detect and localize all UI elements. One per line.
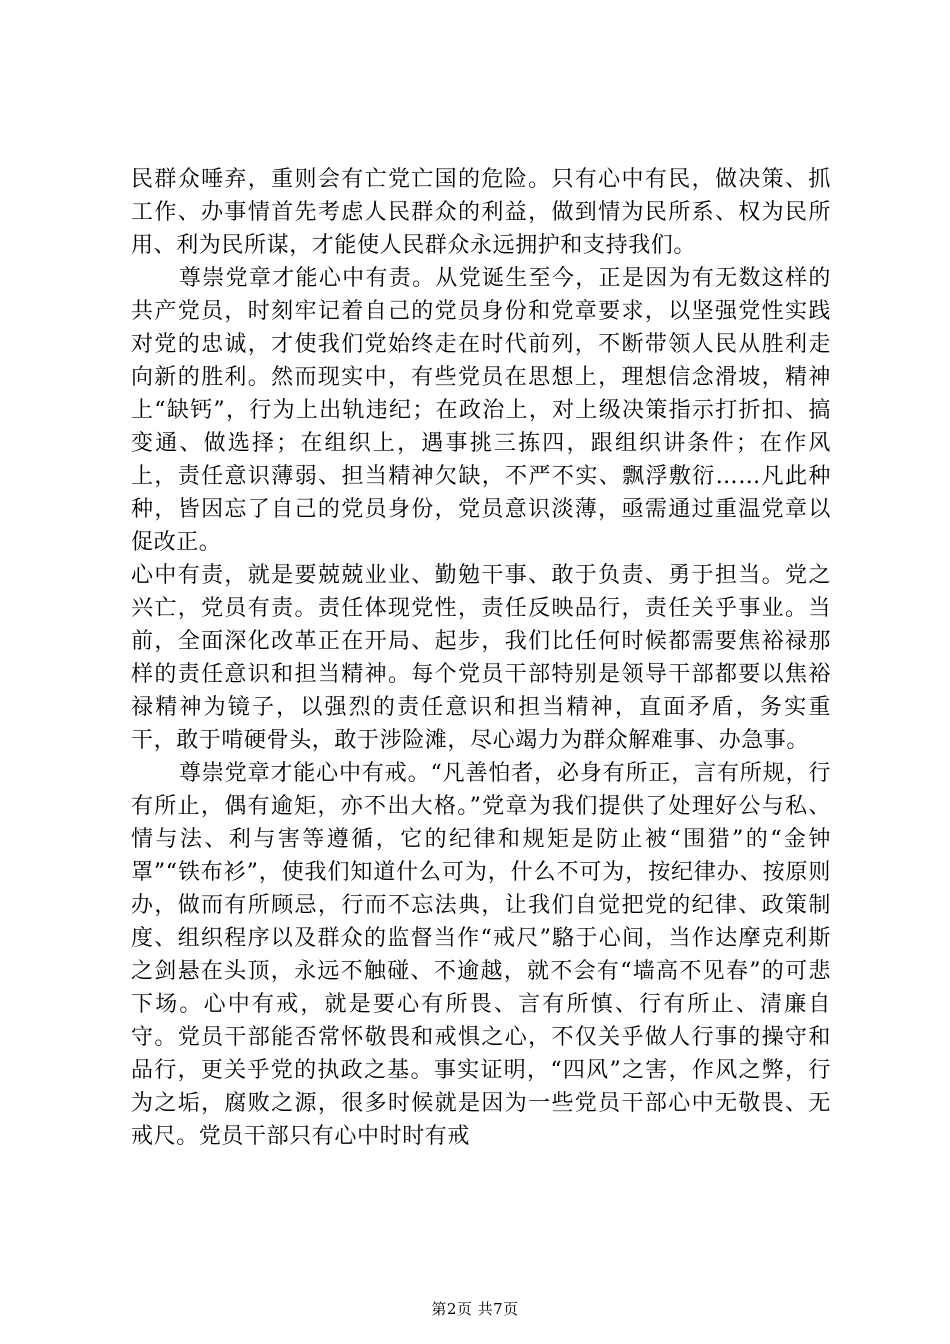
body-text xyxy=(131,163,831,1153)
page-number-footer: 第2页 共7页 xyxy=(431,1300,519,1318)
paragraph: 尊崇党章才能心中有戒。“凡善怕者，必身有所正，言有所规，行有所止，偶有逾矩，亦不出大格。”党章为我们提供了处理好公与私、情与法、利与害等遵循，它的纪律和规矩是防止被“围猎”的“金钟罩”“铁布衫”，使我们知道什么可为，什么不可为，按纪律办、按原则办，做而有所顾忌，行而不忘法典，让我们自觉把党的纪律、政策制度、组织程序以及群众的监督当作“戒尺”駱于心间，当作达摩克利斯之剑悬在头顶，永远不触碰、不逾越，就不会有“墙高不见春”的可悲下场。心中有戒，就是要心有所畏、言有所慎、行有所止、清廉自守。党员干部能否常怀敬畏和戒惧之心，不仅关乎做人行事的操守和品行，更关乎党的执政之基。事实证明，“四风”之害，作风之弊，行为之垢，腐败之源，很多时候就是因为一些党员干部心中无敬畏、无戒尺。党员干部只有心中时时有戒 xyxy=(131,761,831,1149)
paragraph: 心中有责，就是要兢兢业业、勤勉干事、敢于负责、勇于担当。党之兴亡，党员有责。责任体现党性，责任反映品行，责任关乎事业。当前，全面深化改革正在开局、起步，我们比任何时候都需要焦裕禄那样的责任意识和担当精神。每个党员干部特别是领导干部都要以焦裕禄精神为镜子，以强烈的责任意识和担当精神，直面矛盾，务实重干，敢于啃硬骨头，敢于涉险滩，尽心竭力为群众解难事、办急事。 xyxy=(131,563,831,753)
paragraph: 尊崇党章才能心中有责。从党诞生至今，正是因为有无数这样的共产党员，时刻牢记着自己的党员身份和党章要求，以坚强党性实践对党的忠诚，才使我们党始终走在时代前列，不断带领人民从胜利走向新的胜利。然而现实中，有些党员在思想上，理想信念滑坡，精神上“缺钙”，行为上出轨违纪；在政治上，对上级决策指示打折扣、搞变通、做选择；在组织上，遇事挑三拣四，跟组织讲条件；在作风上，责任意识薄弱、担当精神欠缺，不严不实、飘浮敷衍……凡此种种，皆因忘了自己的党员身份，党员意识淡薄，亟需通过重温党章以促改正。 xyxy=(131,266,831,555)
paragraph: 民群众唾弃，重则会有亡党亡国的危险。只有心中有民，做决策、抓工作、办事情首先考虑人民群众的利益，做到情为民所系、权为民所用、利为民所谋，才能使人民群众永远拥护和支持我们。 xyxy=(131,167,831,258)
